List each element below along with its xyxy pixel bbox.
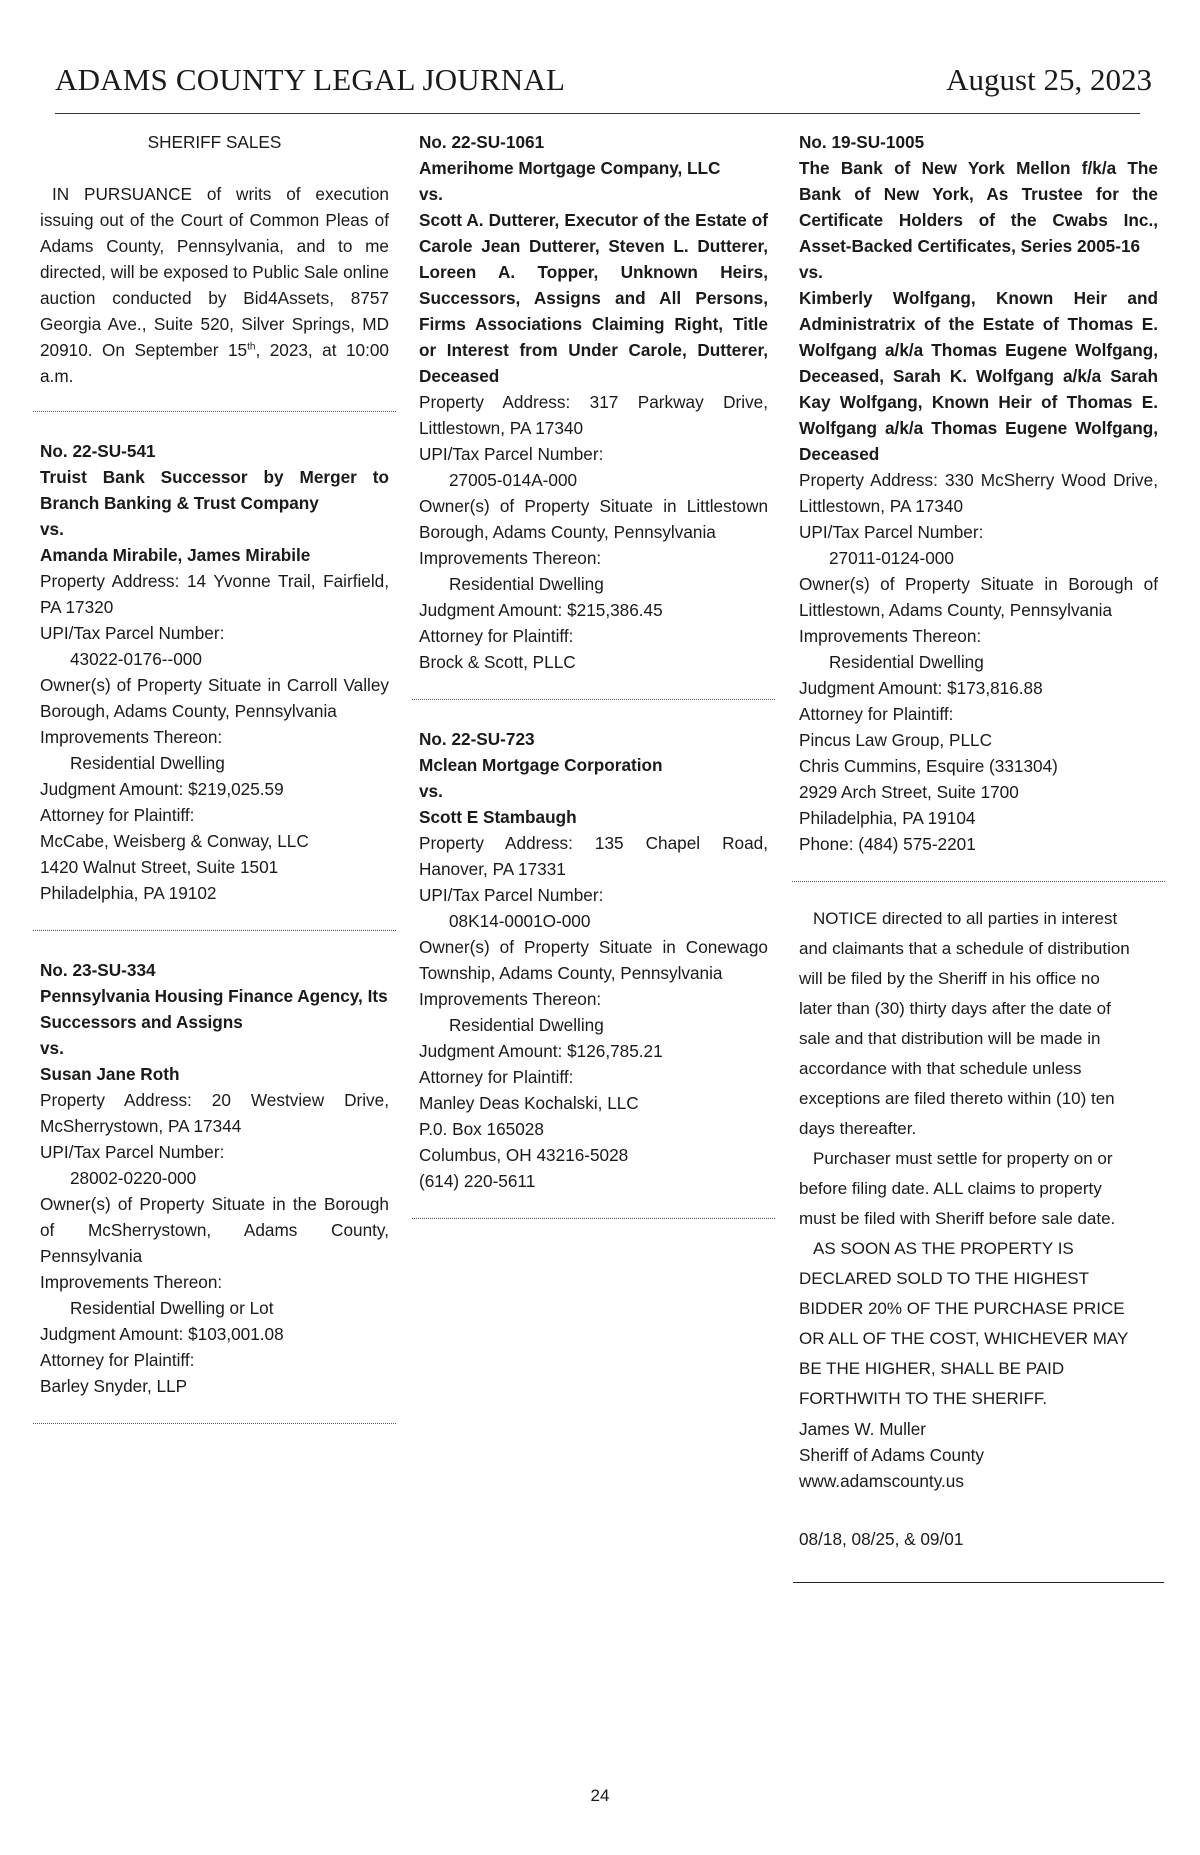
case-parcel: 43022-0176--000: [70, 649, 202, 669]
intro-paragraph: [40, 181, 389, 389]
case-number: No. 23-SU-334: [40, 960, 156, 980]
case-attorney-line: Chris Cummins, Esquire (331304): [799, 756, 1058, 776]
case-improvements-label: Improvements Thereon:: [419, 548, 602, 568]
case-owner: Owner(s) of Property Situate in Littlestown Borough, Adams County, Pennsylvania: [419, 496, 768, 542]
column-1: [40, 129, 389, 1424]
end-rule: [793, 1582, 1164, 1583]
case-plaintiff: Truist Bank Successor by Merger to Branch Banking & Trust Company: [40, 467, 389, 513]
case-owner: Owner(s) of Property Situate in Conewago Township, Adams County, Pennsylvania: [419, 937, 768, 983]
notice-line: will be filed by the Sheriff in his office no: [799, 969, 1100, 988]
case-defendant: Scott E Stambaugh: [419, 807, 577, 827]
notice-line: NOTICE directed to all parties in interest: [813, 909, 1118, 928]
journal-title: ADAMS COUNTY LEGAL JOURNAL: [55, 62, 566, 97]
case-improvements: Residential Dwelling: [449, 1015, 604, 1035]
notice-line: before filing date. ALL claims to property: [799, 1179, 1102, 1198]
case-improvements-label: Improvements Thereon:: [40, 727, 223, 747]
case-attorney-line: Philadelphia, PA 19104: [799, 808, 976, 828]
case-number: No. 22-SU-723: [419, 729, 535, 749]
case-number: No. 22-SU-1061: [419, 132, 545, 152]
case-attorney-label: Attorney for Plaintiff:: [799, 704, 954, 724]
case-attorney-line: (614) 220-5611: [419, 1171, 536, 1191]
intro-text: IN PURSUANCE of writs of execution issuing out of the Court of Common Pleas of Adams County, Pennsylvania, and to me directed, will be exposed to Public Sale online auction conducted by Bid4Assets, 8757 Georgia Ave., Suite 520, Silver Springs, MD 20910. On September 15: [40, 184, 389, 360]
case-vs: vs.: [419, 184, 443, 204]
case-improvements: Residential Dwelling: [829, 652, 984, 672]
header-rule: [55, 113, 1140, 114]
case-number: No. 19-SU-1005: [799, 132, 925, 152]
case-parcel-label: UPI/Tax Parcel Number:: [419, 444, 604, 464]
case-parcel: 08K14-0001O-000: [449, 911, 591, 931]
case-improvements: Residential Dwelling: [449, 574, 604, 594]
case-judgment: Judgment Amount: $103,001.08: [40, 1324, 284, 1344]
case-entry: [419, 726, 768, 1194]
case-attorney-label: Attorney for Plaintiff:: [419, 1067, 574, 1087]
notice-line: accordance with that schedule unless: [799, 1059, 1082, 1078]
case-owner: Owner(s) of Property Situate in the Borough of McSherrystown, Adams County, Pennsylvania: [40, 1194, 389, 1266]
notice-line: DECLARED SOLD TO THE HIGHEST: [799, 1269, 1090, 1288]
case-defendant: Scott A. Dutterer, Executor of the Estate of Carole Jean Dutterer, Steven L. Dutterer, Loreen A. Topper, Unknown Heirs, Successors, Assigns and All Persons, Firms Associations Claiming Right, Title or Interest from Under Carole, Dutterer, Deceased: [419, 210, 768, 386]
case-defendant: Susan Jane Roth: [40, 1064, 180, 1084]
case-attorney-line: Manley Deas Kochalski, LLC: [419, 1093, 639, 1113]
case-plaintiff: Mclean Mortgage Corporation: [419, 755, 663, 775]
case-address: Property Address: 330 McSherry Wood Drive, Littlestown, PA 17340: [799, 470, 1158, 516]
case-number: No. 22-SU-541: [40, 441, 156, 461]
case-entry: [419, 129, 768, 675]
section-divider: [412, 1218, 775, 1219]
case-attorney-line: 2929 Arch Street, Suite 1700: [799, 782, 1019, 802]
sheriff-title: Sheriff of Adams County: [799, 1445, 985, 1465]
intro-sup: th: [247, 341, 256, 353]
case-entry: [799, 129, 1158, 857]
sale-notice: [799, 904, 1158, 1414]
case-attorney-label: Attorney for Plaintiff:: [40, 805, 195, 825]
case-parcel: 27011-0124-000: [829, 548, 954, 568]
intro-text-end: , 2023, at 10:00 a.m.: [40, 340, 389, 386]
case-attorney-line: Barley Snyder, LLP: [40, 1376, 188, 1396]
case-vs: vs.: [40, 1038, 64, 1058]
case-improvements: Residential Dwelling: [70, 753, 225, 773]
sheriff-name: James W. Muller: [799, 1419, 927, 1439]
case-parcel-label: UPI/Tax Parcel Number:: [40, 1142, 225, 1162]
notice-line: later than (30) thirty days after the date of: [799, 999, 1111, 1018]
case-attorney-line: Pincus Law Group, PLLC: [799, 730, 992, 750]
case-parcel: 27005-014A-000: [449, 470, 578, 490]
case-address: Property Address: 317 Parkway Drive, Littlestown, PA 17340: [419, 392, 768, 438]
case-attorney-line: Phone: (484) 575-2201: [799, 834, 976, 854]
case-defendant: Amanda Mirabile, James Mirabile: [40, 545, 311, 565]
notice-line: days thereafter.: [799, 1119, 917, 1138]
case-owner: Owner(s) of Property Situate in Carroll Valley Borough, Adams County, Pennsylvania: [40, 675, 389, 721]
case-vs: vs.: [799, 262, 823, 282]
case-attorney-line: McCabe, Weisberg & Conway, LLC: [40, 831, 309, 851]
case-parcel-label: UPI/Tax Parcel Number:: [419, 885, 604, 905]
column-3: [799, 129, 1158, 1583]
case-judgment: Judgment Amount: $173,816.88: [799, 678, 1043, 698]
case-improvements-label: Improvements Thereon:: [40, 1272, 223, 1292]
case-vs: vs.: [40, 519, 64, 539]
case-improvements: Residential Dwelling or Lot: [70, 1298, 274, 1318]
case-plaintiff: Amerihome Mortgage Company, LLC: [419, 158, 721, 178]
case-attorney-line: Columbus, OH 43216-5028: [419, 1145, 629, 1165]
case-plaintiff: The Bank of New York Mellon f/k/a The Bank of New York, As Trustee for the Certificate Holders of the Cwabs Inc., Asset-Backed Certificates, Series 2005-16: [799, 158, 1158, 256]
case-attorney-label: Attorney for Plaintiff:: [40, 1350, 195, 1370]
section-divider: [33, 1423, 396, 1424]
case-defendant: Kimberly Wolfgang, Known Heir and Administratrix of the Estate of Thomas E. Wolfgang a/k/a Thomas Eugene Wolfgang, Deceased, Sarah K. Wolfgang a/k/a Sarah Kay Wolfgang, Known Heir of Thomas E. Wolfgang a/k/a Thomas Eugene Wolfgang, Deceased: [799, 288, 1158, 464]
notice-line: FORTHWITH TO THE SHERIFF.: [799, 1389, 1048, 1408]
case-attorney-line: P.0. Box 165028: [419, 1119, 544, 1139]
case-address: Property Address: 14 Yvonne Trail, Fairfield, PA 17320: [40, 571, 389, 617]
case-parcel-label: UPI/Tax Parcel Number:: [40, 623, 225, 643]
section-divider: [792, 881, 1165, 882]
case-address: Property Address: 135 Chapel Road, Hanover, PA 17331: [419, 833, 768, 879]
notice-line: OR ALL OF THE COST, WHICHEVER MAY: [799, 1329, 1129, 1348]
case-attorney-line: 1420 Walnut Street, Suite 1501: [40, 857, 279, 877]
case-judgment: Judgment Amount: $126,785.21: [419, 1041, 663, 1061]
case-judgment: Judgment Amount: $219,025.59: [40, 779, 284, 799]
section-heading: SHERIFF SALES: [147, 132, 282, 152]
case-attorney-label: Attorney for Plaintiff:: [419, 626, 574, 646]
case-address: Property Address: 20 Westview Drive, McSherrystown, PA 17344: [40, 1090, 389, 1136]
notice-line: BIDDER 20% OF THE PURCHASE PRICE: [799, 1299, 1125, 1318]
case-entry: [40, 438, 389, 906]
case-entry: [40, 957, 389, 1399]
case-owner: Owner(s) of Property Situate in Borough of Littlestown, Adams County, Pennsylvania: [799, 574, 1158, 620]
notice-line: BE THE HIGHER, SHALL BE PAID: [799, 1359, 1065, 1378]
case-attorney-line: Philadelphia, PA 19102: [40, 883, 217, 903]
notice-line: AS SOON AS THE PROPERTY IS: [813, 1239, 1074, 1258]
case-improvements-label: Improvements Thereon:: [419, 989, 602, 1009]
column-2: [419, 129, 768, 1219]
case-improvements-label: Improvements Thereon:: [799, 626, 982, 646]
case-parcel: 28002-0220-000: [70, 1168, 197, 1188]
sheriff-website: www.adamscounty.us: [799, 1471, 964, 1491]
publication-dates: 08/18, 08/25, & 09/01: [799, 1529, 964, 1549]
page-number: 24: [590, 1786, 610, 1805]
notice-line: must be filed with Sheriff before sale date.: [799, 1209, 1116, 1228]
case-plaintiff: Pennsylvania Housing Finance Agency, Its Successors and Assigns: [40, 986, 388, 1032]
case-judgment: Judgment Amount: $215,386.45: [419, 600, 663, 620]
case-attorney-line: Brock & Scott, PLLC: [419, 652, 576, 672]
case-vs: vs.: [419, 781, 443, 801]
notice-line: exceptions are filed thereto within (10) ten: [799, 1089, 1115, 1108]
case-parcel-label: UPI/Tax Parcel Number:: [799, 522, 984, 542]
notice-line: Purchaser must settle for property on or: [813, 1149, 1113, 1168]
notice-line: sale and that distribution will be made in: [799, 1029, 1101, 1048]
notice-line: and claimants that a schedule of distribution: [799, 939, 1130, 958]
journal-date: August 25, 2023: [946, 62, 1152, 97]
